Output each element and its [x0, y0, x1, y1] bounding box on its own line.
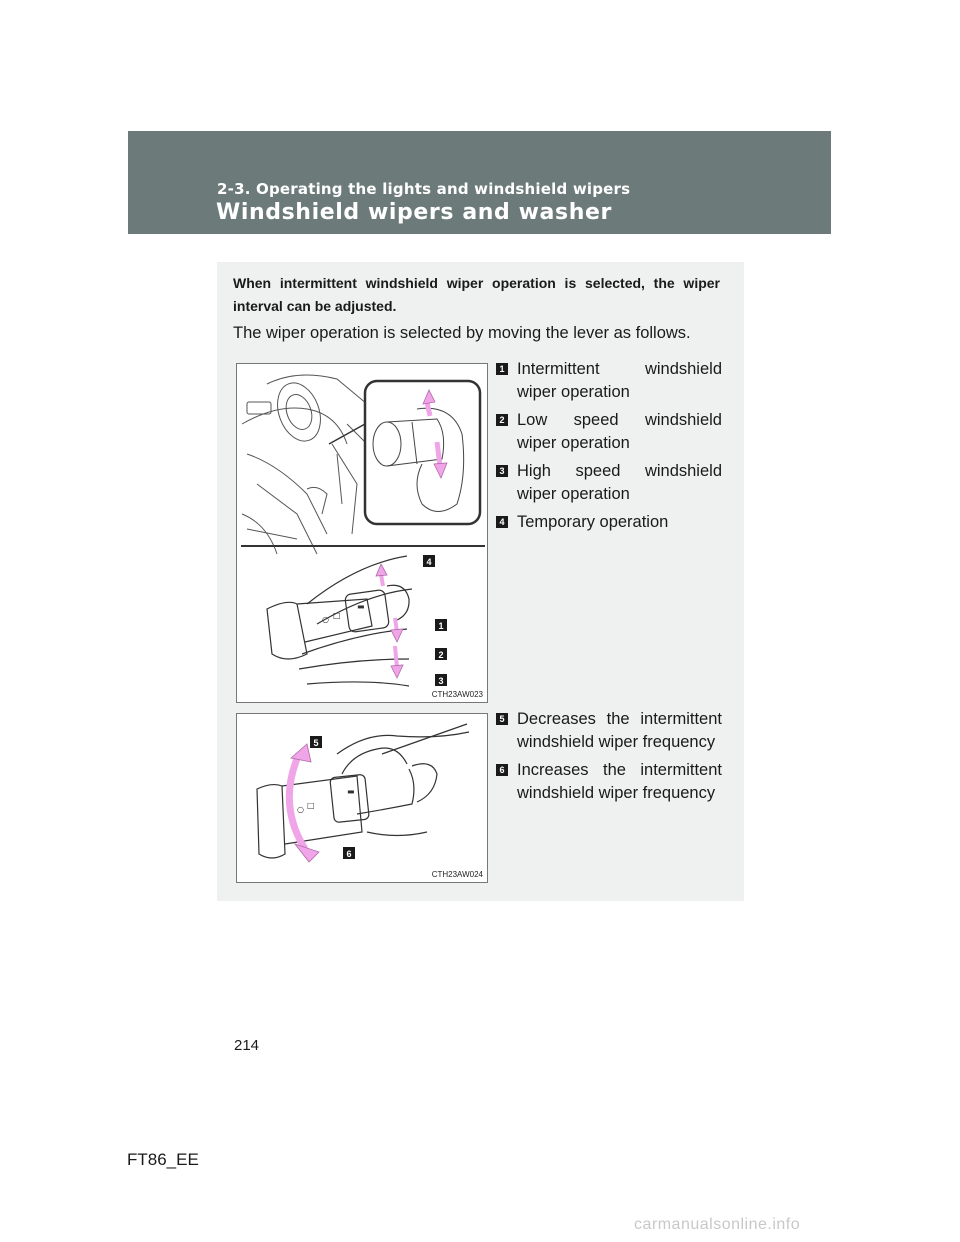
item-text: High speed windshield wiper operation [517, 462, 722, 503]
frequency-list [496, 708, 722, 810]
watermark: carmanualsonline.info [634, 1216, 801, 1233]
item-number: 3 [496, 465, 508, 477]
item-text: Temporary operation [517, 513, 669, 531]
item-text: Decreases the intermittent windshield wiper frequency [517, 710, 722, 751]
callout-1: 1 [438, 621, 444, 631]
item-number: 5 [496, 713, 508, 725]
list-item [496, 759, 722, 805]
page-title: Windshield wipers and washer [216, 200, 612, 225]
wiper-frequency-illustration [236, 713, 488, 883]
svg-text:○: ○ [297, 805, 304, 814]
item-text: Low speed windshield wiper operation [517, 411, 722, 452]
svg-text:□: □ [333, 611, 341, 620]
document-code: FT86_EE [127, 1150, 199, 1169]
list-item [496, 511, 722, 534]
figure-code: CTH23AW024 [431, 870, 483, 879]
item-number: 2 [496, 414, 508, 426]
lever-position-list [496, 358, 722, 539]
item-number: 1 [496, 363, 508, 375]
content-panel [217, 262, 744, 901]
section-header [128, 131, 831, 234]
wiper-lever-illustration [236, 363, 488, 703]
svg-text:▬: ▬ [357, 602, 365, 611]
list-item [496, 358, 722, 404]
list-item [496, 409, 722, 455]
callout-3: 3 [438, 676, 444, 686]
intro-text: When intermittent windshield wiper operation is selected, the wiper interval can be adjusted. [233, 275, 720, 314]
item-number: 6 [496, 764, 508, 776]
list-item [496, 708, 722, 754]
wiper-lever-drawing [237, 364, 488, 703]
callout-6: 6 [346, 849, 352, 859]
item-text: Intermittent windshield wiper operation [517, 360, 722, 401]
section-label: 2-3. Operating the lights and windshield wipers [217, 180, 631, 198]
wiper-frequency-drawing [237, 714, 488, 883]
svg-text:○: ○ [322, 615, 329, 624]
callout-4: 4 [426, 557, 432, 567]
item-text: Increases the intermittent windshield wiper frequency [517, 761, 722, 802]
figure-code: CTH23AW023 [431, 690, 483, 699]
item-number: 4 [496, 516, 508, 528]
svg-text:▬: ▬ [347, 787, 355, 796]
lead-text: The wiper operation is selected by moving the lever as follows. [233, 324, 691, 342]
page-number: 214 [234, 1037, 260, 1054]
callout-2: 2 [438, 650, 444, 660]
callout-5: 5 [313, 738, 319, 748]
svg-text:□: □ [307, 801, 315, 810]
list-item [496, 460, 722, 506]
